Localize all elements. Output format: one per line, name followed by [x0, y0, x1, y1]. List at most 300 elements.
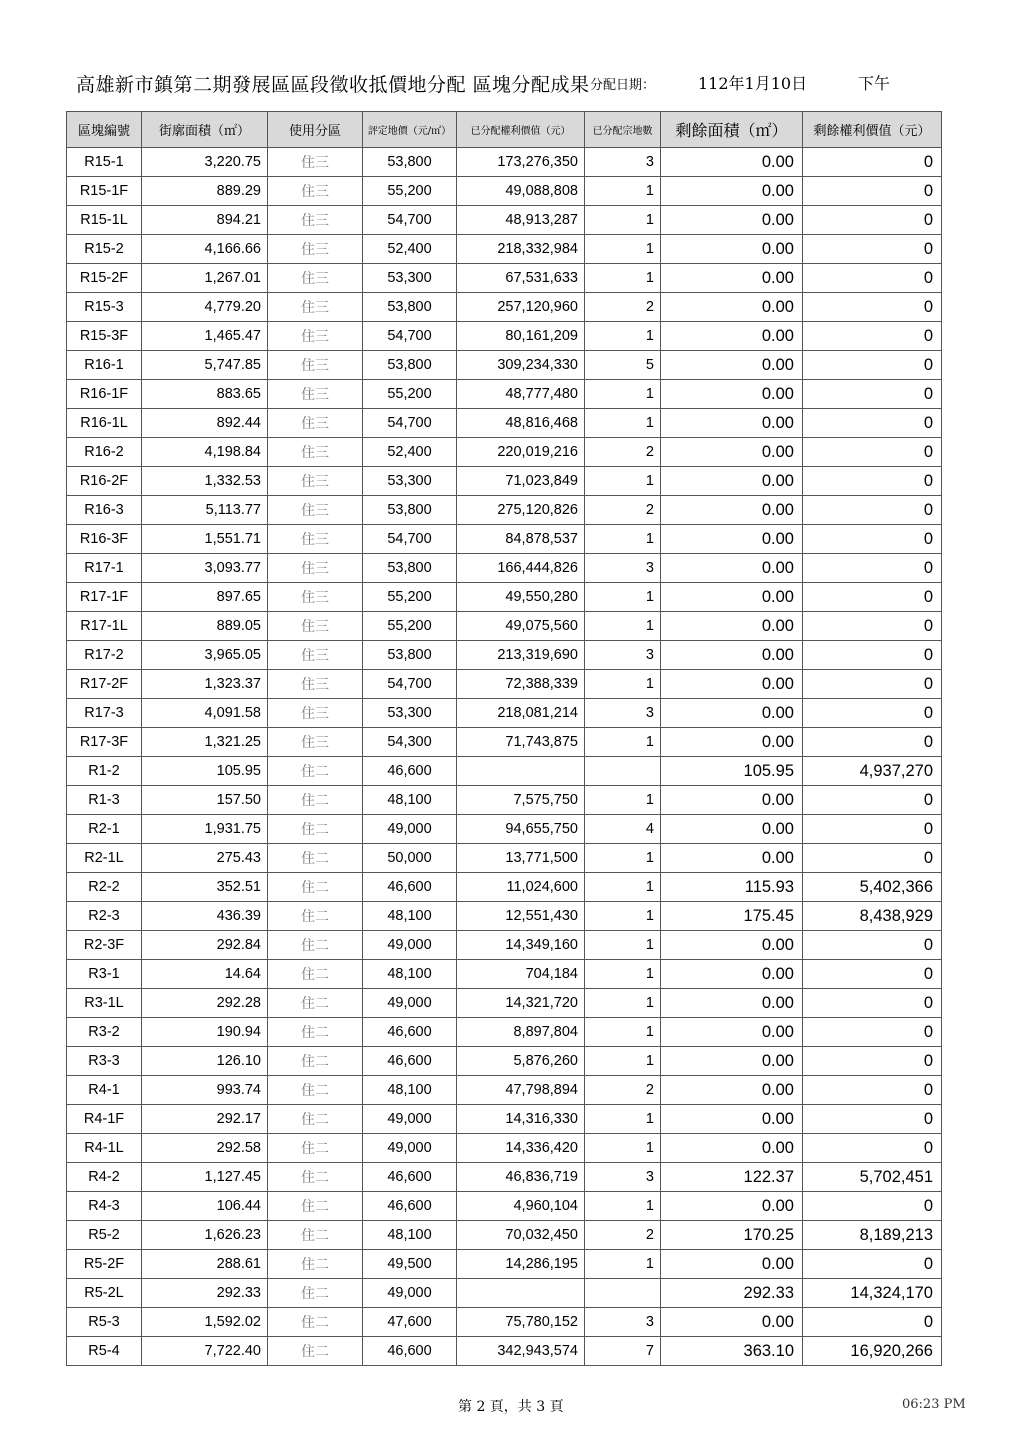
- remaining-area-cell: 0.00: [661, 612, 803, 641]
- remaining-area-cell: 0.00: [661, 177, 803, 206]
- table-row: [67, 322, 942, 351]
- remaining-area-cell: 0.00: [661, 293, 803, 322]
- table-row: [67, 235, 942, 264]
- block-area-cell: 436.39: [142, 902, 268, 931]
- remaining-area-cell: 0.00: [661, 1018, 803, 1047]
- allocated-value-cell: 275,120,826: [457, 496, 585, 525]
- allocated-value-cell: 342,943,574: [457, 1337, 585, 1366]
- remaining-value-cell: 0: [803, 409, 942, 438]
- block-area-cell: 190.94: [142, 1018, 268, 1047]
- allocated-parcels-cell: 1: [585, 1250, 661, 1279]
- allocated-value-cell: 8,897,804: [457, 1018, 585, 1047]
- block-area-cell: 7,722.40: [142, 1337, 268, 1366]
- table-row: [67, 1105, 942, 1134]
- block-area-cell: 292.84: [142, 931, 268, 960]
- remaining-area-cell: 0.00: [661, 670, 803, 699]
- block-area-cell: 3,965.05: [142, 641, 268, 670]
- block-area-cell: 4,091.58: [142, 699, 268, 728]
- table-row: [67, 293, 942, 322]
- allocated-value-cell: 14,321,720: [457, 989, 585, 1018]
- assessed-price-cell: 53,800: [363, 554, 457, 583]
- assessed-price-cell: 52,400: [363, 235, 457, 264]
- allocated-value-cell: 84,878,537: [457, 525, 585, 554]
- remaining-value-cell: 0: [803, 554, 942, 583]
- remaining-value-cell: 0: [803, 989, 942, 1018]
- remaining-area-cell: 0.00: [661, 1250, 803, 1279]
- allocated-parcels-cell: 1: [585, 612, 661, 641]
- allocated-parcels-cell: [585, 757, 661, 786]
- table-row: [67, 438, 942, 467]
- allocated-value-cell: 48,777,480: [457, 380, 585, 409]
- allocated-parcels-cell: 1: [585, 786, 661, 815]
- assessed-price-cell: 46,600: [363, 1192, 457, 1221]
- assessed-price-cell: 53,800: [363, 641, 457, 670]
- assessed-price-cell: 46,600: [363, 757, 457, 786]
- remaining-value-cell: 0: [803, 1018, 942, 1047]
- allocation-session: 下午: [858, 74, 891, 93]
- zoning-cell: 住三: [268, 496, 363, 525]
- zoning-cell: 住三: [268, 728, 363, 757]
- allocated-parcels-cell: 1: [585, 177, 661, 206]
- allocated-value-cell: 7,575,750: [457, 786, 585, 815]
- assessed-price-cell: 53,800: [363, 293, 457, 322]
- block-area-cell: 288.61: [142, 1250, 268, 1279]
- block-id-cell: R17-2: [67, 641, 142, 670]
- zoning-cell: 住二: [268, 1018, 363, 1047]
- zoning-cell: 住二: [268, 902, 363, 931]
- zoning-cell: 住二: [268, 1134, 363, 1163]
- remaining-value-cell: 0: [803, 1192, 942, 1221]
- block-id-cell: R3-2: [67, 1018, 142, 1047]
- allocated-value-cell: 166,444,826: [457, 554, 585, 583]
- remaining-area-cell: 0.00: [661, 1192, 803, 1221]
- allocated-value-cell: 704,184: [457, 960, 585, 989]
- remaining-area-cell: 0.00: [661, 931, 803, 960]
- remaining-area-cell: 0.00: [661, 264, 803, 293]
- block-id-cell: R17-1L: [67, 612, 142, 641]
- block-id-cell: R2-3: [67, 902, 142, 931]
- allocated-value-cell: 48,816,468: [457, 409, 585, 438]
- block-area-cell: 157.50: [142, 786, 268, 815]
- allocated-value-cell: 94,655,750: [457, 815, 585, 844]
- col-header-block-area: 街廓面積（㎡）: [142, 112, 268, 148]
- remaining-value-cell: 0: [803, 351, 942, 380]
- zoning-cell: 住二: [268, 1308, 363, 1337]
- assessed-price-cell: 46,600: [363, 1337, 457, 1366]
- block-id-cell: R1-3: [67, 786, 142, 815]
- table-row: [67, 989, 942, 1018]
- allocated-value-cell: 72,388,339: [457, 670, 585, 699]
- remaining-area-cell: 0.00: [661, 786, 803, 815]
- assessed-price-cell: 48,100: [363, 960, 457, 989]
- remaining-value-cell: 0: [803, 815, 942, 844]
- block-area-cell: 1,626.23: [142, 1221, 268, 1250]
- remaining-area-cell: 0.00: [661, 1134, 803, 1163]
- remaining-value-cell: 0: [803, 670, 942, 699]
- zoning-cell: 住三: [268, 351, 363, 380]
- allocated-value-cell: 11,024,600: [457, 873, 585, 902]
- table-row: [67, 786, 942, 815]
- allocated-parcels-cell: 1: [585, 873, 661, 902]
- table-row: [67, 496, 942, 525]
- remaining-area-cell: 0.00: [661, 148, 803, 177]
- allocated-value-cell: 46,836,719: [457, 1163, 585, 1192]
- allocated-value-cell: 218,081,214: [457, 699, 585, 728]
- block-id-cell: R5-4: [67, 1337, 142, 1366]
- block-area-cell: 5,747.85: [142, 351, 268, 380]
- remaining-value-cell: 0: [803, 641, 942, 670]
- assessed-price-cell: 50,000: [363, 844, 457, 873]
- allocated-parcels-cell: 2: [585, 438, 661, 467]
- block-area-cell: 883.65: [142, 380, 268, 409]
- report-title: 高雄新市鎮第二期發展區區段徵收抵價地分配 區塊分配成果: [76, 74, 590, 96]
- page-number: 第 2 頁，共 3 頁: [458, 1399, 564, 1415]
- assessed-price-cell: 54,700: [363, 322, 457, 351]
- allocated-value-cell: 5,876,260: [457, 1047, 585, 1076]
- block-id-cell: R15-3: [67, 293, 142, 322]
- block-area-cell: 1,323.37: [142, 670, 268, 699]
- zoning-cell: 住三: [268, 612, 363, 641]
- zoning-cell: 住二: [268, 1279, 363, 1308]
- zoning-cell: 住二: [268, 786, 363, 815]
- allocated-value-cell: 80,161,209: [457, 322, 585, 351]
- remaining-area-cell: 0.00: [661, 1105, 803, 1134]
- allocated-parcels-cell: 1: [585, 1105, 661, 1134]
- block-id-cell: R4-1: [67, 1076, 142, 1105]
- allocated-parcels-cell: 2: [585, 1076, 661, 1105]
- zoning-cell: 住二: [268, 1163, 363, 1192]
- allocated-value-cell: 220,019,216: [457, 438, 585, 467]
- allocated-parcels-cell: 1: [585, 467, 661, 496]
- allocated-parcels-cell: 1: [585, 235, 661, 264]
- allocated-value-cell: 49,088,808: [457, 177, 585, 206]
- zoning-cell: 住三: [268, 235, 363, 264]
- allocated-parcels-cell: 1: [585, 1018, 661, 1047]
- allocated-parcels-cell: 3: [585, 699, 661, 728]
- remaining-area-cell: 0.00: [661, 960, 803, 989]
- block-area-cell: 889.05: [142, 612, 268, 641]
- remaining-value-cell: 0: [803, 1076, 942, 1105]
- assessed-price-cell: 54,700: [363, 409, 457, 438]
- block-area-cell: 3,093.77: [142, 554, 268, 583]
- block-id-cell: R16-1: [67, 351, 142, 380]
- allocated-parcels-cell: 1: [585, 902, 661, 931]
- zoning-cell: 住三: [268, 670, 363, 699]
- allocated-parcels-cell: 4: [585, 815, 661, 844]
- remaining-area-cell: 170.25: [661, 1221, 803, 1250]
- remaining-value-cell: 0: [803, 235, 942, 264]
- block-id-cell: R16-1F: [67, 380, 142, 409]
- allocated-value-cell: 14,336,420: [457, 1134, 585, 1163]
- block-area-cell: 1,931.75: [142, 815, 268, 844]
- remaining-area-cell: 0.00: [661, 641, 803, 670]
- block-area-cell: 4,198.84: [142, 438, 268, 467]
- remaining-value-cell: 0: [803, 844, 942, 873]
- assessed-price-cell: 48,100: [363, 1076, 457, 1105]
- allocated-value-cell: 75,780,152: [457, 1308, 585, 1337]
- block-area-cell: 1,592.02: [142, 1308, 268, 1337]
- block-id-cell: R17-3: [67, 699, 142, 728]
- remaining-value-cell: 0: [803, 293, 942, 322]
- zoning-cell: 住二: [268, 989, 363, 1018]
- zoning-cell: 住二: [268, 815, 363, 844]
- block-area-cell: 889.29: [142, 177, 268, 206]
- block-area-cell: 106.44: [142, 1192, 268, 1221]
- assessed-price-cell: 53,300: [363, 264, 457, 293]
- block-area-cell: 3,220.75: [142, 148, 268, 177]
- remaining-area-cell: 0.00: [661, 699, 803, 728]
- remaining-area-cell: 363.10: [661, 1337, 803, 1366]
- block-id-cell: R4-1L: [67, 1134, 142, 1163]
- table-row: [67, 757, 942, 786]
- block-area-cell: 352.51: [142, 873, 268, 902]
- block-id-cell: R15-2: [67, 235, 142, 264]
- remaining-value-cell: 14,324,170: [803, 1279, 942, 1308]
- allocated-value-cell: 67,531,633: [457, 264, 585, 293]
- block-id-cell: R5-3: [67, 1308, 142, 1337]
- print-time: 06:23 PM: [902, 1397, 966, 1412]
- allocated-value-cell: 70,032,450: [457, 1221, 585, 1250]
- table-row: [67, 670, 942, 699]
- table-row: [67, 844, 942, 873]
- table-row: [67, 960, 942, 989]
- assessed-price-cell: 49,000: [363, 1105, 457, 1134]
- table-row: [67, 728, 942, 757]
- allocated-parcels-cell: 1: [585, 728, 661, 757]
- zoning-cell: 住三: [268, 583, 363, 612]
- allocated-parcels-cell: 1: [585, 525, 661, 554]
- table-row: [67, 1221, 942, 1250]
- zoning-cell: 住三: [268, 641, 363, 670]
- remaining-area-cell: 0.00: [661, 322, 803, 351]
- allocated-parcels-cell: 2: [585, 293, 661, 322]
- allocated-value-cell: 14,316,330: [457, 1105, 585, 1134]
- remaining-value-cell: 0: [803, 322, 942, 351]
- table-row: [67, 1134, 942, 1163]
- assessed-price-cell: 49,000: [363, 989, 457, 1018]
- remaining-value-cell: 0: [803, 1134, 942, 1163]
- zoning-cell: 住二: [268, 1192, 363, 1221]
- remaining-value-cell: 0: [803, 1308, 942, 1337]
- block-id-cell: R2-2: [67, 873, 142, 902]
- zoning-cell: 住三: [268, 380, 363, 409]
- assessed-price-cell: 49,500: [363, 1250, 457, 1279]
- allocated-value-cell: 47,798,894: [457, 1076, 585, 1105]
- zoning-cell: 住三: [268, 554, 363, 583]
- block-area-cell: 1,127.45: [142, 1163, 268, 1192]
- assessed-price-cell: 46,600: [363, 1018, 457, 1047]
- allocated-parcels-cell: 1: [585, 264, 661, 293]
- block-id-cell: R4-2: [67, 1163, 142, 1192]
- assessed-price-cell: 53,800: [363, 148, 457, 177]
- block-id-cell: R17-1: [67, 554, 142, 583]
- table-row: [67, 641, 942, 670]
- table-row: [67, 409, 942, 438]
- assessed-price-cell: 49,000: [363, 1279, 457, 1308]
- block-area-cell: 1,267.01: [142, 264, 268, 293]
- allocated-value-cell: 48,913,287: [457, 206, 585, 235]
- table-row: [67, 815, 942, 844]
- remaining-area-cell: 175.45: [661, 902, 803, 931]
- block-area-cell: 892.44: [142, 409, 268, 438]
- zoning-cell: 住二: [268, 1250, 363, 1279]
- remaining-value-cell: 0: [803, 931, 942, 960]
- assessed-price-cell: 49,000: [363, 1134, 457, 1163]
- allocated-parcels-cell: 3: [585, 1308, 661, 1337]
- assessed-price-cell: 46,600: [363, 1163, 457, 1192]
- assessed-price-cell: 53,800: [363, 351, 457, 380]
- assessed-price-cell: 47,600: [363, 1308, 457, 1337]
- allocated-parcels-cell: 1: [585, 989, 661, 1018]
- zoning-cell: 住二: [268, 931, 363, 960]
- allocated-value-cell: 309,234,330: [457, 351, 585, 380]
- block-id-cell: R5-2F: [67, 1250, 142, 1279]
- remaining-area-cell: 0.00: [661, 409, 803, 438]
- assessed-price-cell: 48,100: [363, 1221, 457, 1250]
- allocated-parcels-cell: 5: [585, 351, 661, 380]
- table-row: [67, 554, 942, 583]
- block-id-cell: R16-1L: [67, 409, 142, 438]
- remaining-area-cell: 0.00: [661, 380, 803, 409]
- block-area-cell: 292.28: [142, 989, 268, 1018]
- zoning-cell: 住三: [268, 177, 363, 206]
- block-id-cell: R17-2F: [67, 670, 142, 699]
- remaining-value-cell: 0: [803, 264, 942, 293]
- table-row: [67, 1250, 942, 1279]
- allocated-value-cell: [457, 1279, 585, 1308]
- allocated-value-cell: 13,771,500: [457, 844, 585, 873]
- assessed-price-cell: 48,100: [363, 902, 457, 931]
- remaining-value-cell: 0: [803, 206, 942, 235]
- remaining-area-cell: 0.00: [661, 438, 803, 467]
- allocated-parcels-cell: 1: [585, 583, 661, 612]
- remaining-value-cell: 0: [803, 1047, 942, 1076]
- block-area-cell: 4,779.20: [142, 293, 268, 322]
- zoning-cell: 住三: [268, 148, 363, 177]
- remaining-area-cell: 0.00: [661, 1047, 803, 1076]
- allocated-value-cell: 213,319,690: [457, 641, 585, 670]
- block-area-cell: 1,551.71: [142, 525, 268, 554]
- assessed-price-cell: 55,200: [363, 177, 457, 206]
- table-row: [67, 467, 942, 496]
- remaining-area-cell: 0.00: [661, 583, 803, 612]
- zoning-cell: 住三: [268, 322, 363, 351]
- zoning-cell: 住二: [268, 1047, 363, 1076]
- remaining-value-cell: 8,438,929: [803, 902, 942, 931]
- table-row: [67, 873, 942, 902]
- block-area-cell: 1,465.47: [142, 322, 268, 351]
- block-area-cell: 993.74: [142, 1076, 268, 1105]
- block-area-cell: 126.10: [142, 1047, 268, 1076]
- allocated-value-cell: 14,349,160: [457, 931, 585, 960]
- remaining-value-cell: 0: [803, 525, 942, 554]
- table-row: [67, 1163, 942, 1192]
- assessed-price-cell: 53,300: [363, 699, 457, 728]
- remaining-area-cell: 292.33: [661, 1279, 803, 1308]
- table-row: [67, 380, 942, 409]
- remaining-area-cell: 0.00: [661, 1308, 803, 1337]
- assessed-price-cell: 54,300: [363, 728, 457, 757]
- assessed-price-cell: 46,600: [363, 873, 457, 902]
- block-id-cell: R3-3: [67, 1047, 142, 1076]
- block-area-cell: 292.17: [142, 1105, 268, 1134]
- col-header-allocated-value: 已分配權利價值（元）: [457, 112, 585, 148]
- allocated-parcels-cell: 1: [585, 206, 661, 235]
- assessed-price-cell: 49,000: [363, 931, 457, 960]
- allocated-parcels-cell: 1: [585, 322, 661, 351]
- table-row: [67, 583, 942, 612]
- assessed-price-cell: 46,600: [363, 1047, 457, 1076]
- block-id-cell: R5-2L: [67, 1279, 142, 1308]
- allocated-parcels-cell: 1: [585, 931, 661, 960]
- block-id-cell: R15-2F: [67, 264, 142, 293]
- remaining-area-cell: 0.00: [661, 235, 803, 264]
- table-row: [67, 1279, 942, 1308]
- zoning-cell: 住二: [268, 1337, 363, 1366]
- block-id-cell: R15-1: [67, 148, 142, 177]
- col-header-zoning: 使用分區: [268, 112, 363, 148]
- remaining-value-cell: 0: [803, 177, 942, 206]
- zoning-cell: 住三: [268, 525, 363, 554]
- table-header-row: [67, 112, 942, 148]
- allocated-parcels-cell: 1: [585, 670, 661, 699]
- allocated-value-cell: 14,286,195: [457, 1250, 585, 1279]
- block-area-cell: 5,113.77: [142, 496, 268, 525]
- remaining-value-cell: 8,189,213: [803, 1221, 942, 1250]
- table-row: [67, 148, 942, 177]
- allocated-parcels-cell: 1: [585, 409, 661, 438]
- col-header-remaining-area: 剩餘面積（㎡）: [661, 112, 803, 148]
- zoning-cell: 住三: [268, 467, 363, 496]
- allocated-value-cell: 49,550,280: [457, 583, 585, 612]
- allocated-parcels-cell: 1: [585, 1192, 661, 1221]
- remaining-area-cell: 0.00: [661, 815, 803, 844]
- assessed-price-cell: 53,800: [363, 496, 457, 525]
- remaining-value-cell: 0: [803, 786, 942, 815]
- allocated-value-cell: 49,075,560: [457, 612, 585, 641]
- allocated-parcels-cell: 3: [585, 554, 661, 583]
- allocated-parcels-cell: 1: [585, 844, 661, 873]
- date-label: 分配日期：: [590, 78, 656, 93]
- allocated-parcels-cell: [585, 1279, 661, 1308]
- assessed-price-cell: 53,300: [363, 467, 457, 496]
- remaining-area-cell: 0.00: [661, 525, 803, 554]
- remaining-area-cell: 122.37: [661, 1163, 803, 1192]
- allocated-value-cell: 173,276,350: [457, 148, 585, 177]
- col-header-remaining-value: 剩餘權利價值（元）: [803, 112, 942, 148]
- block-id-cell: R16-2: [67, 438, 142, 467]
- remaining-value-cell: 0: [803, 960, 942, 989]
- col-header-block-id: 區塊編號: [67, 112, 142, 148]
- assessed-price-cell: 54,700: [363, 206, 457, 235]
- table-row: [67, 206, 942, 235]
- zoning-cell: 住三: [268, 438, 363, 467]
- zoning-cell: 住二: [268, 844, 363, 873]
- table-row: [67, 902, 942, 931]
- remaining-value-cell: 0: [803, 380, 942, 409]
- block-id-cell: R1-2: [67, 757, 142, 786]
- allocated-value-cell: 257,120,960: [457, 293, 585, 322]
- zoning-cell: 住二: [268, 1076, 363, 1105]
- assessed-price-cell: 54,700: [363, 670, 457, 699]
- remaining-value-cell: 0: [803, 496, 942, 525]
- allocated-parcels-cell: 1: [585, 1047, 661, 1076]
- allocated-parcels-cell: 3: [585, 641, 661, 670]
- block-area-cell: 292.33: [142, 1279, 268, 1308]
- col-header-allocated-parcels: 已分配宗地數: [585, 112, 661, 148]
- block-id-cell: R15-1F: [67, 177, 142, 206]
- remaining-value-cell: 16,920,266: [803, 1337, 942, 1366]
